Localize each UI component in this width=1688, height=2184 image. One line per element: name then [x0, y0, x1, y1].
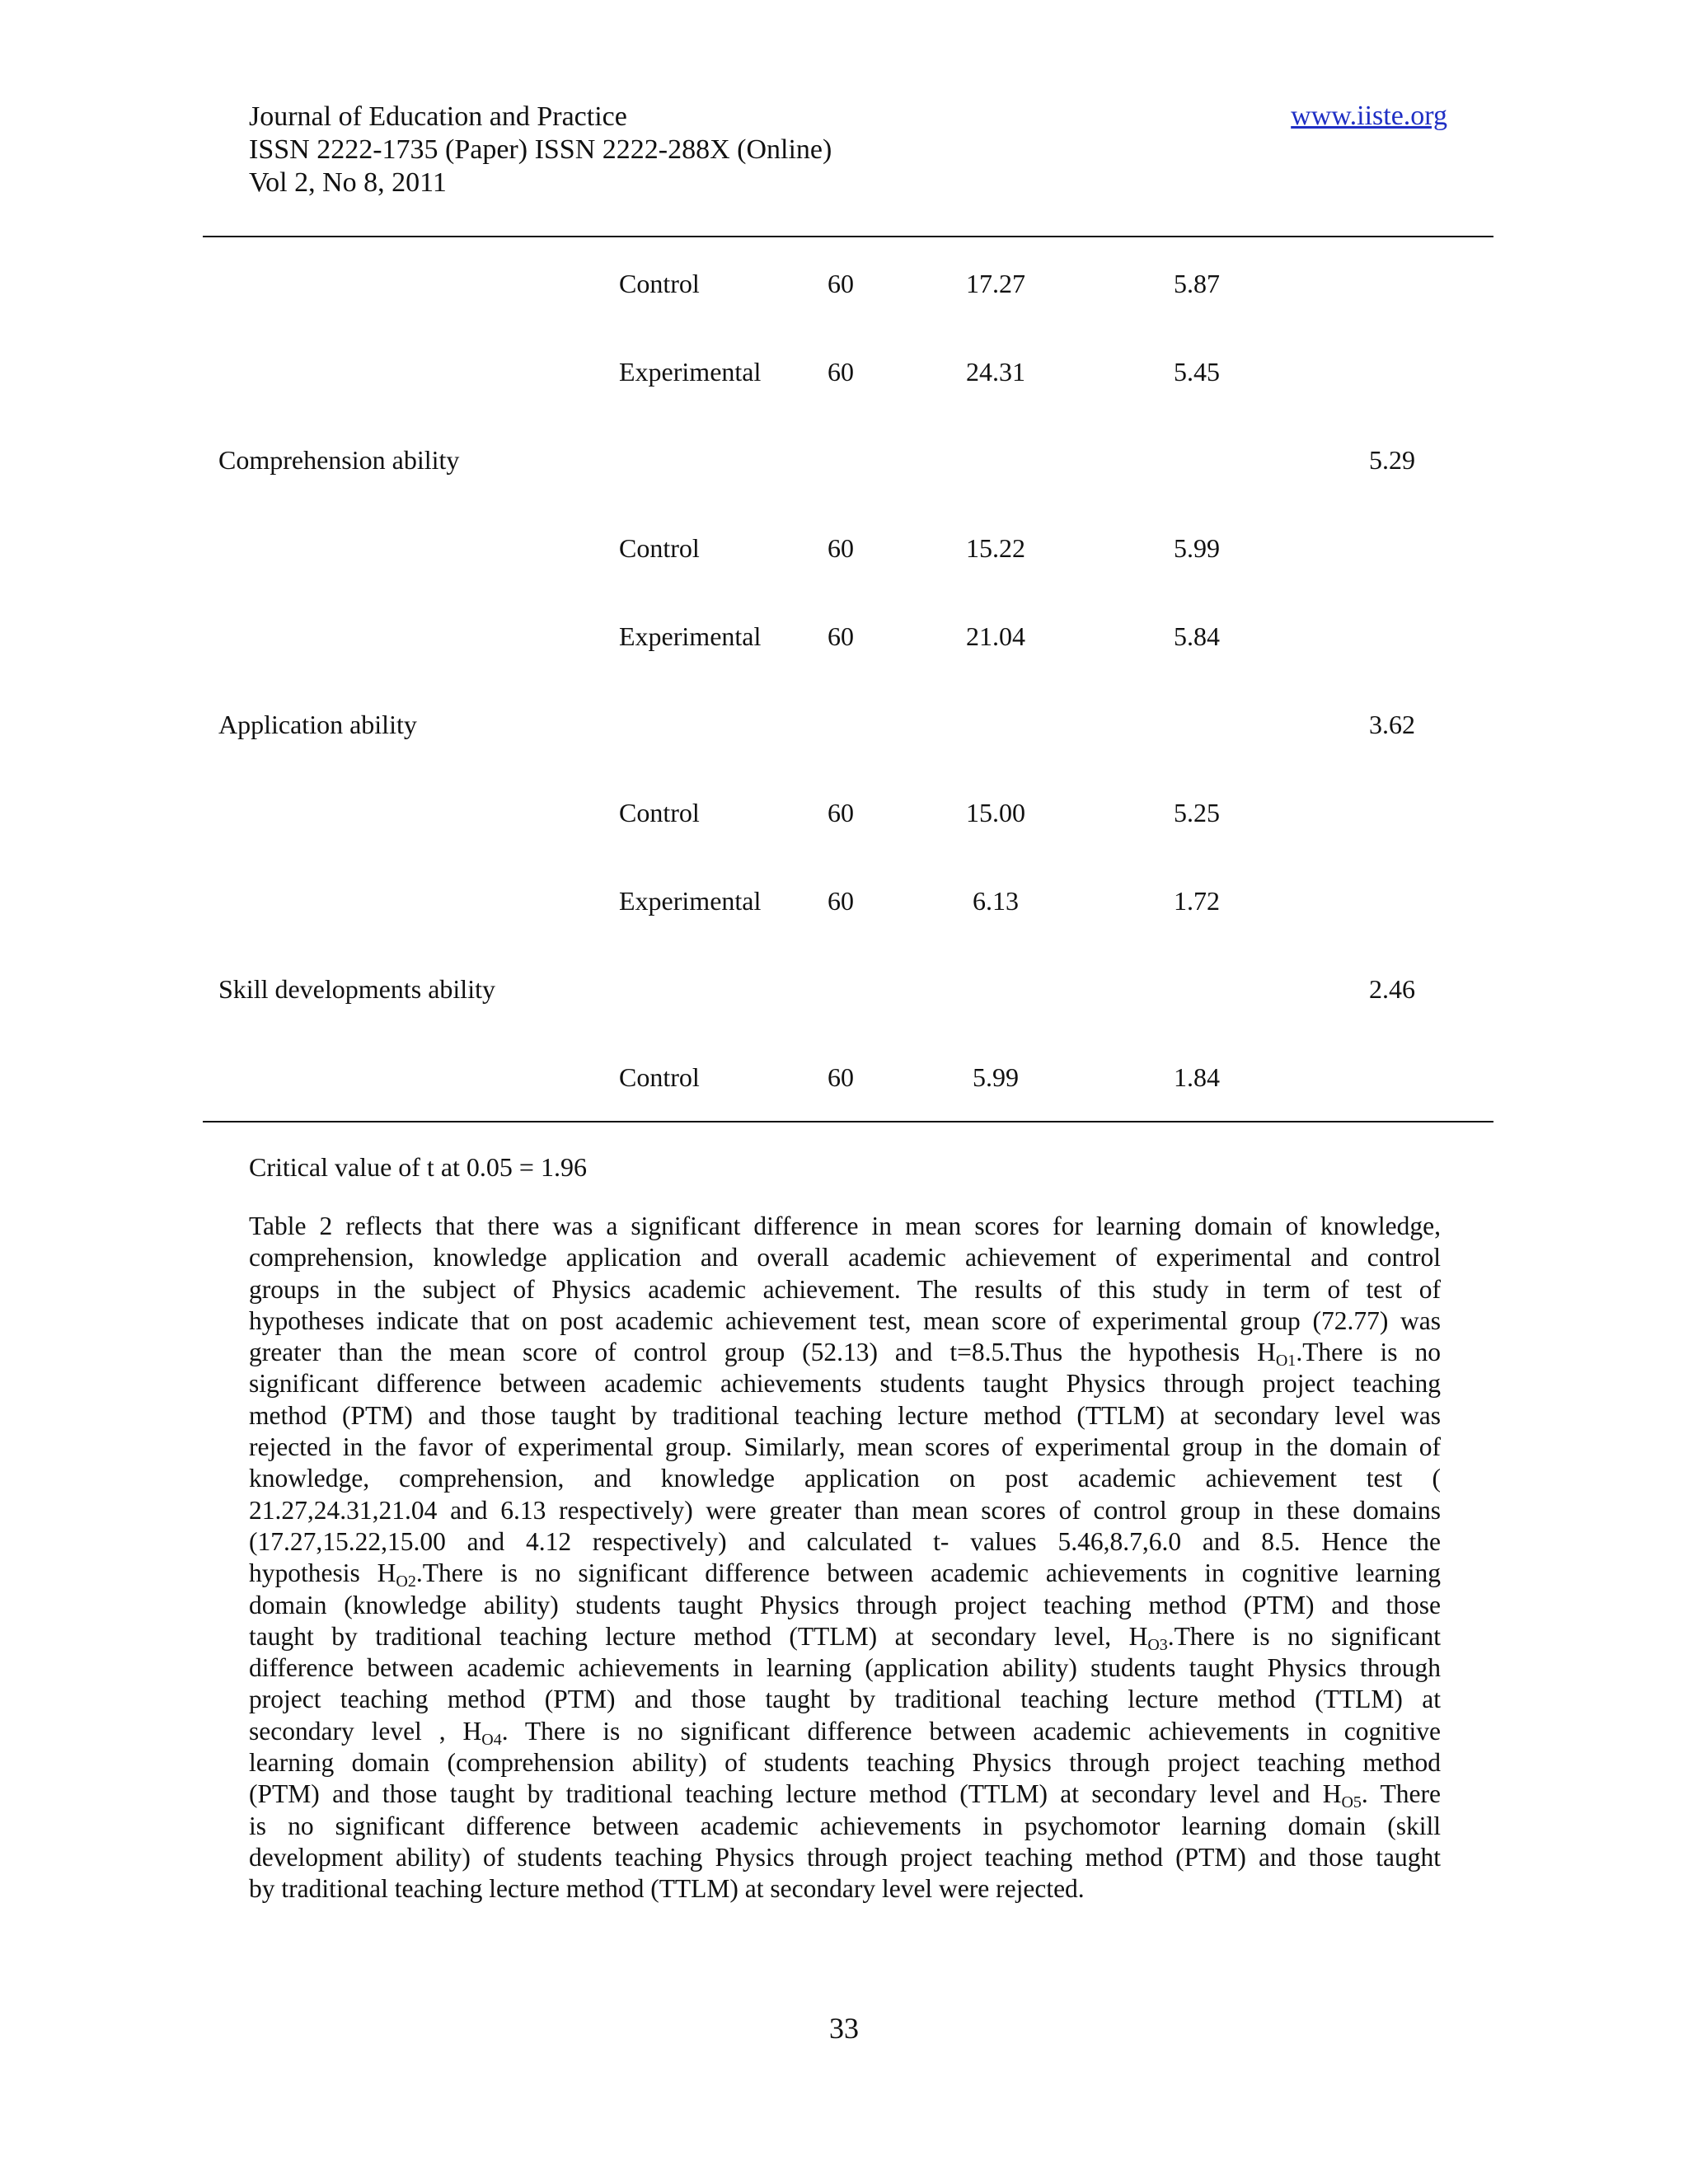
paragraph-line: project teaching method (PTM) and those taught by traditional teaching lecture method (TTLM) at — [249, 1685, 1441, 1714]
row-sd: 1.72 — [1174, 886, 1220, 916]
website-link[interactable]: www.iiste.org — [1291, 101, 1447, 131]
paragraph-line: knowledge, comprehension, and knowledge application on post academic achievement test ( — [249, 1464, 1441, 1493]
line-text: taught by traditional teaching lecture method (TTLM) at secondary level, H — [249, 1621, 1148, 1651]
row-group: Control — [619, 798, 700, 827]
paragraph-line: Table 2 reflects that there was a significant difference in mean scores for learning domain of knowledge, — [249, 1212, 1441, 1240]
row-group: Control — [619, 269, 700, 298]
paragraph-line — [249, 1337, 1441, 1371]
table-bottom-rule — [203, 1121, 1493, 1122]
table-top-rule — [203, 236, 1493, 237]
paragraph-line — [249, 1779, 1441, 1810]
row-sd: 1.84 — [1174, 1062, 1220, 1092]
paragraph-line — [249, 1621, 1441, 1652]
table-row — [0, 531, 1688, 565]
row-n: 60 — [828, 886, 854, 916]
hypothesis-subscript: O3 — [1147, 1635, 1168, 1654]
paragraph-line: is no significant difference between academic achievements in psychomotor learning domain (skill — [249, 1811, 1441, 1840]
paragraph-line — [249, 1558, 1441, 1589]
paragraph-line: rejected in the favor of experimental group. Similarly, mean scores of experimental group in the domain of — [249, 1432, 1441, 1462]
hypothesis-subscript: O4 — [481, 1730, 502, 1749]
table-row — [0, 266, 1688, 301]
row-n: 60 — [828, 269, 854, 298]
table-row — [0, 795, 1688, 830]
row-sd: 5.45 — [1174, 357, 1220, 387]
table-row — [0, 972, 1688, 1006]
hypothesis-subscript: O5 — [1341, 1793, 1362, 1812]
table-row — [0, 883, 1688, 918]
row-mean: 5.99 — [973, 1062, 1019, 1092]
row-group: Experimental — [619, 357, 762, 387]
paragraph-line: comprehension, knowledge application and overall academic achievement of experimental and control — [249, 1243, 1441, 1272]
paragraph-line: (17.27,15.22,15.00 and 4.12 respectively) and calculated t- values 5.46,8.7,6.0 and 8.5. Hence the — [249, 1526, 1441, 1556]
line-text: secondary level , H — [249, 1716, 482, 1746]
paragraph-line: groups in the subject of Physics academic achievement. The results of this study in term of test of — [249, 1274, 1441, 1304]
table-row — [0, 619, 1688, 654]
row-n: 60 — [828, 357, 854, 387]
line-text: greater than the mean score of control group (52.13) and t=8.5.Thus the hypothesis H — [249, 1338, 1276, 1367]
row-n: 60 — [828, 798, 854, 827]
paragraph-line: significant difference between academic achievements students taught Physics through project teaching — [249, 1369, 1441, 1399]
row-sd: 5.25 — [1174, 798, 1220, 827]
table-row — [0, 1060, 1688, 1094]
paragraph-line: 21.27,24.31,21.04 and 6.13 respectively) were greater than mean scores of control group in these domains — [249, 1495, 1441, 1525]
table-row — [0, 443, 1688, 477]
row-group: Control — [619, 533, 700, 563]
line-text: . There — [1361, 1779, 1441, 1809]
table-row — [0, 707, 1688, 742]
row-sd: 5.87 — [1174, 269, 1220, 298]
line-text: (PTM) and those taught by traditional teaching lecture method (TTLM) at secondary level and H — [249, 1779, 1342, 1809]
volume-line: Vol 2, No 8, 2011 — [249, 167, 447, 198]
hypothesis-subscript: O1 — [1275, 1352, 1296, 1371]
row-sd: 5.99 — [1174, 533, 1220, 563]
row-label: Comprehension ability — [218, 445, 460, 475]
row-group: Experimental — [619, 621, 762, 651]
row-mean: 15.00 — [966, 798, 1025, 827]
row-label: Skill developments ability — [218, 974, 495, 1004]
paragraph-line — [249, 1716, 1441, 1747]
line-text: .There is no significant — [1167, 1621, 1441, 1651]
table-row — [0, 354, 1688, 389]
row-label: Application ability — [218, 710, 417, 739]
paragraph-line: hypotheses indicate that on post academic achievement test, mean score of experimental group (72.77) was — [249, 1305, 1441, 1335]
row-mean: 15.22 — [966, 533, 1025, 563]
paragraph-line: learning domain (comprehension ability) of students teaching Physics through project teaching method — [249, 1748, 1441, 1778]
row-t: 5.29 — [1369, 445, 1415, 475]
row-group: Control — [619, 1062, 700, 1092]
paragraph-line: domain (knowledge ability) students taught Physics through project teaching method (PTM) and those — [249, 1590, 1441, 1619]
paragraph-line: difference between academic achievements in learning (application ability) students taught Physics through — [249, 1653, 1441, 1683]
line-text: . There is no significant difference between academic achievements in cognitive — [501, 1716, 1442, 1746]
row-group: Experimental — [619, 886, 762, 916]
row-sd: 5.84 — [1174, 621, 1220, 651]
page-number: 33 — [829, 2012, 859, 2045]
row-n: 60 — [828, 533, 854, 563]
row-t: 3.62 — [1369, 710, 1415, 739]
paragraph-line: method (PTM) and those taught by traditional teaching lecture method (TTLM) at secondary level was — [249, 1400, 1441, 1430]
line-text: .There is no — [1296, 1338, 1441, 1367]
critical-value-note: Critical value of t at 0.05 = 1.96 — [249, 1152, 587, 1182]
row-mean: 17.27 — [966, 269, 1025, 298]
paragraph-line: development ability) of students teaching Physics through project teaching method (PTM) and those taught — [249, 1842, 1441, 1872]
row-mean: 24.31 — [966, 357, 1025, 387]
line-text: hypothesis H — [249, 1558, 396, 1588]
row-t: 2.46 — [1369, 974, 1415, 1004]
line-text: .There is no significant difference between academic achievements in cognitive learning — [415, 1558, 1441, 1588]
journal-title: Journal of Education and Practice — [249, 101, 627, 132]
issn-line: ISSN 2222-1735 (Paper) ISSN 2222-288X (Online) — [249, 134, 832, 165]
row-n: 60 — [828, 1062, 854, 1092]
hypothesis-subscript: O2 — [396, 1572, 416, 1591]
discussion-paragraph — [249, 1211, 1441, 1905]
paragraph-line: by traditional teaching lecture method (TTLM) at secondary level were rejected. — [249, 1874, 1085, 1904]
row-mean: 6.13 — [973, 886, 1019, 916]
row-mean: 21.04 — [966, 621, 1025, 651]
row-n: 60 — [828, 621, 854, 651]
